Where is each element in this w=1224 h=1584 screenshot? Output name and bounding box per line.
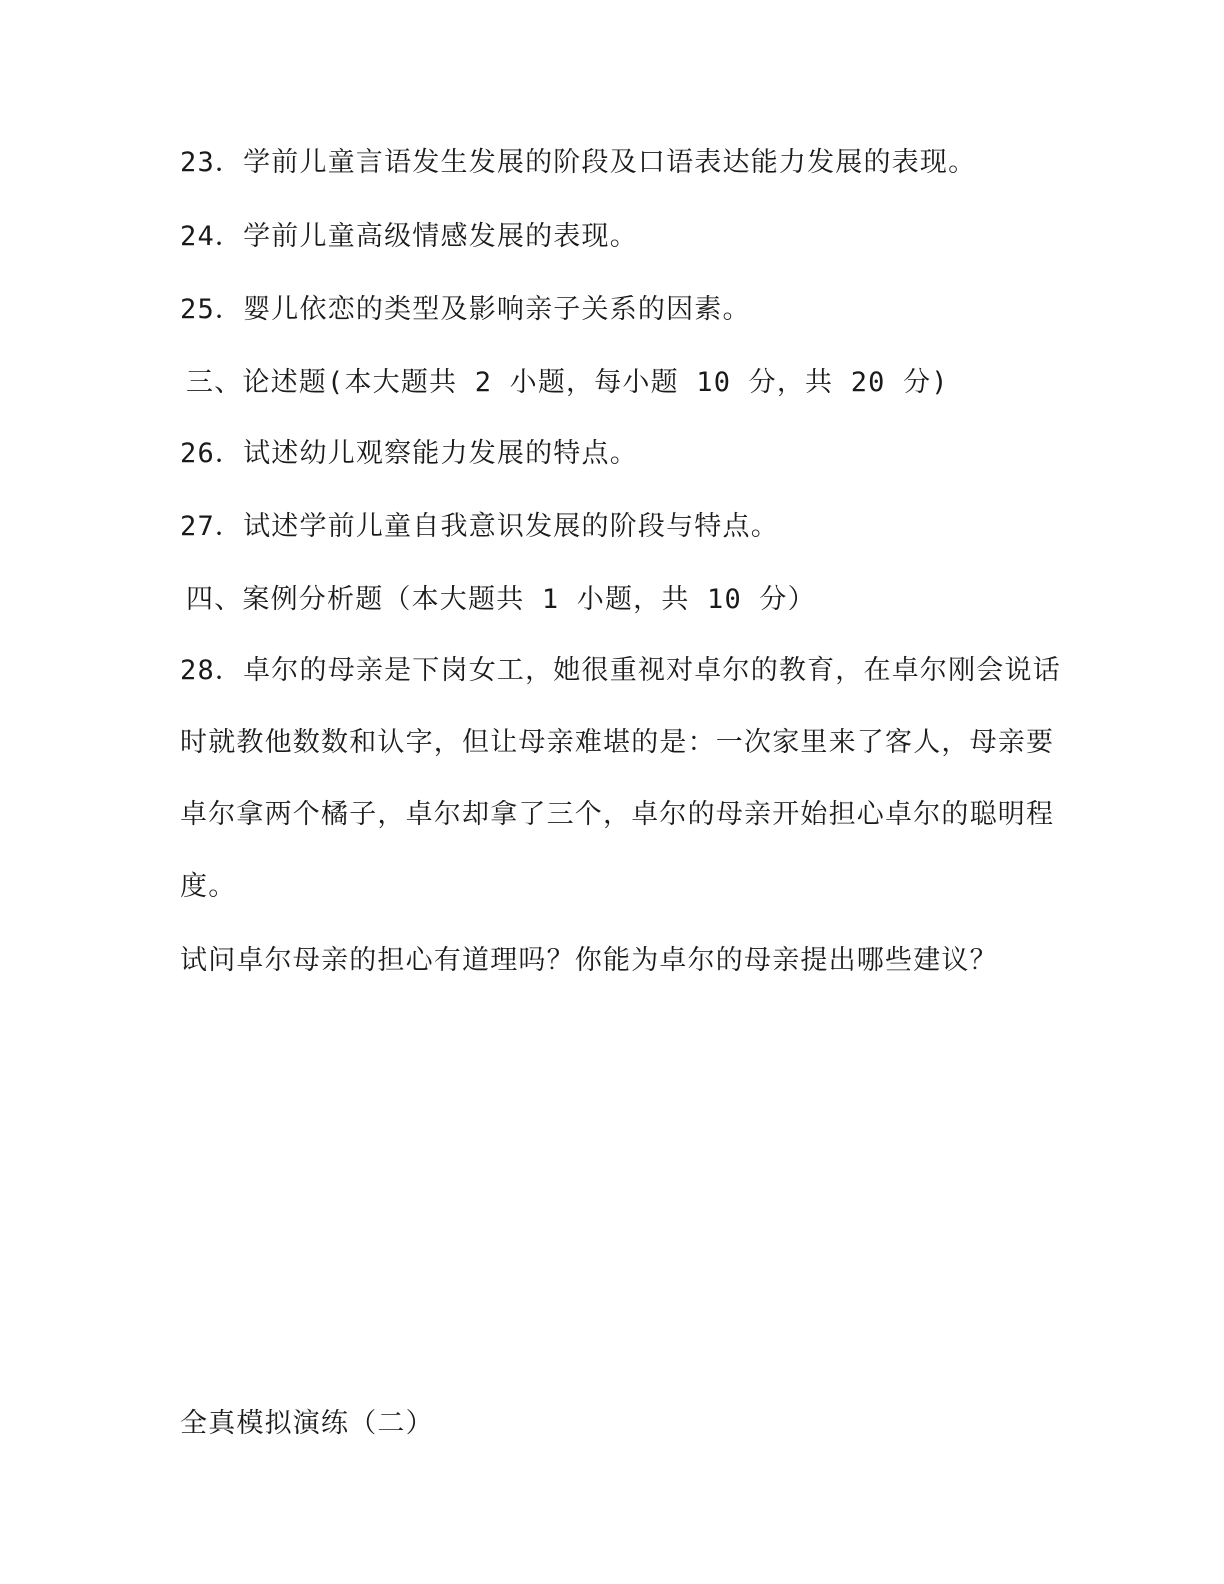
- question-24: 24．学前儿童高级情感发展的表现。: [180, 221, 638, 252]
- question-23: 23．学前儿童言语发生发展的阶段及口语表达能力发展的表现。: [180, 147, 977, 178]
- section-3-heading: 三、论述题(本大题共 2 小题，每小题 10 分，共 20 分): [186, 367, 949, 398]
- question-28-line-1: 28．卓尔的母亲是下岗女工，她很重视对卓尔的教育，在卓尔刚会说话: [180, 655, 1061, 686]
- next-section-title: 全真模拟演练（二）: [180, 1408, 434, 1439]
- question-25: 25．婴儿依恋的类型及影响亲子关系的因素。: [180, 294, 751, 325]
- question-28-line-3: 卓尔拿两个橘子，卓尔却拿了三个，卓尔的母亲开始担心卓尔的聪明程: [180, 799, 1055, 830]
- question-28-prompt: 试问卓尔母亲的担心有道理吗？你能为卓尔的母亲提出哪些建议？: [180, 945, 998, 976]
- question-28-line-2: 时就教他数数和认字，但让母亲难堪的是：一次家里来了客人，母亲要: [180, 727, 1055, 758]
- question-27: 27．试述学前儿童自我意识发展的阶段与特点。: [180, 511, 779, 542]
- question-26: 26．试述幼儿观察能力发展的特点。: [180, 438, 638, 469]
- section-4-heading: 四、案例分析题（本大题共 1 小题，共 10 分）: [186, 584, 816, 615]
- question-28-line-4: 度。: [180, 871, 237, 902]
